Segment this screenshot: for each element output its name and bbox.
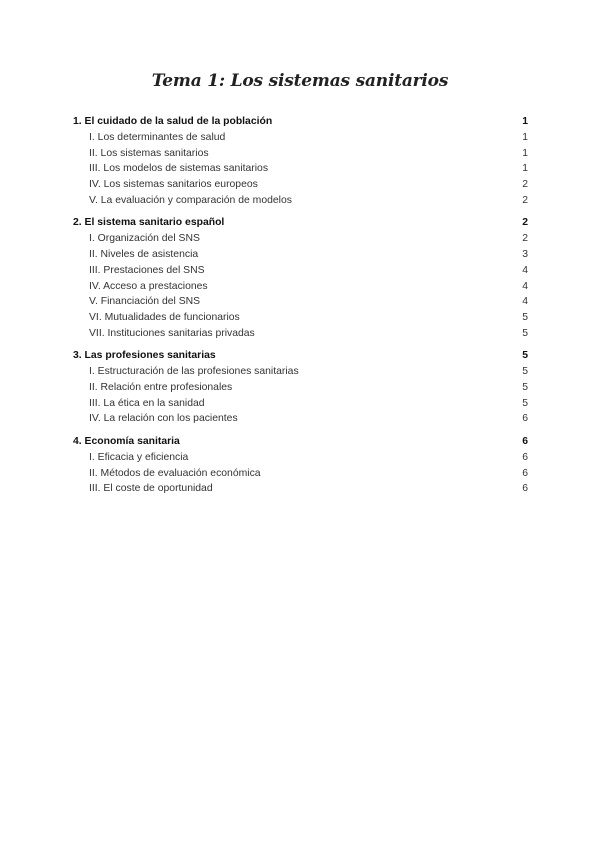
toc-entry-label: V. Financiación del SNS	[89, 296, 201, 308]
toc-entry-label: II. Relación entre profesionales	[89, 381, 233, 393]
toc-page-number: 6	[522, 413, 528, 425]
toc-section	[73, 114, 528, 208]
toc-subsection[interactable]	[73, 411, 528, 427]
toc-page-number: 2	[522, 233, 528, 245]
toc-section-heading[interactable]	[73, 348, 528, 364]
toc-entry-label: II. Niveles de asistencia	[89, 249, 199, 261]
toc-entry-label: 3. Las profesiones sanitarias	[73, 350, 216, 362]
toc-page-number: 2	[522, 194, 528, 206]
toc-section-heading[interactable]	[73, 114, 528, 130]
table-of-contents	[73, 114, 528, 504]
toc-entry-label: II. Métodos de evaluación económica	[89, 467, 261, 479]
toc-section-heading[interactable]	[73, 215, 528, 231]
toc-section	[73, 348, 528, 427]
toc-page-number: 3	[522, 249, 528, 261]
toc-page-number: 1	[522, 163, 528, 175]
toc-subsection[interactable]	[73, 364, 528, 380]
toc-entry-label: III. Prestaciones del SNS	[89, 264, 205, 276]
toc-entry-label: I. Organización del SNS	[89, 233, 200, 245]
toc-subsection[interactable]	[73, 146, 528, 162]
toc-subsection[interactable]	[73, 177, 528, 193]
toc-page-number: 5	[522, 311, 528, 323]
toc-page-number: 5	[522, 366, 528, 378]
toc-page-number: 6	[522, 483, 528, 495]
toc-page-number: 5	[522, 327, 528, 339]
toc-entry-label: IV. La relación con los pacientes	[89, 413, 238, 425]
toc-subsection[interactable]	[73, 263, 528, 279]
toc-page-number: 2	[522, 217, 528, 229]
toc-subsection[interactable]	[73, 231, 528, 247]
toc-entry-label: 2. El sistema sanitario español	[73, 217, 225, 229]
toc-entry-label: II. Los sistemas sanitarios	[89, 147, 209, 159]
toc-section	[73, 434, 528, 497]
toc-page-number: 4	[522, 296, 528, 308]
toc-subsection[interactable]	[73, 310, 528, 326]
toc-entry-label: III. La ética en la sanidad	[89, 397, 205, 409]
toc-subsection[interactable]	[73, 396, 528, 412]
toc-page-number: 6	[522, 436, 528, 447]
toc-entry-label: I. Eficacia y eficiencia	[89, 452, 189, 463]
toc-subsection[interactable]	[73, 294, 528, 310]
toc-entry-label: VII. Instituciones sanitarias privadas	[89, 327, 255, 339]
toc-entry-label: 4. Economía sanitaria	[73, 436, 180, 447]
toc-page-number: 1	[522, 147, 528, 159]
toc-section-heading[interactable]	[73, 434, 528, 450]
toc-page-number: 2	[522, 179, 528, 191]
toc-page-number: 5	[522, 397, 528, 409]
toc-subsection[interactable]	[73, 130, 528, 146]
toc-subsection[interactable]	[73, 481, 528, 497]
toc-entry-label: IV. Acceso a prestaciones	[89, 280, 208, 292]
toc-entry-label: III. El coste de oportunidad	[89, 483, 213, 495]
toc-page-number: 6	[522, 467, 528, 479]
toc-subsection[interactable]	[73, 466, 528, 482]
toc-subsection[interactable]	[73, 380, 528, 396]
toc-page-number: 1	[522, 116, 528, 127]
toc-page-number: 1	[522, 132, 528, 143]
toc-page-number: 6	[522, 452, 528, 463]
toc-page-number: 5	[522, 381, 528, 393]
toc-entry-label: III. Los modelos de sistemas sanitarios	[89, 163, 269, 175]
toc-entry-label: VI. Mutualidades de funcionarios	[89, 311, 240, 323]
toc-subsection[interactable]	[73, 247, 528, 263]
toc-section	[73, 215, 528, 341]
toc-entry-label: IV. Los sistemas sanitarios europeos	[89, 179, 258, 191]
toc-page-number: 4	[522, 264, 528, 276]
toc-page-number: 5	[522, 350, 528, 362]
toc-entry-label: I. Estructuración de las profesiones sanitarias	[89, 366, 299, 378]
toc-subsection[interactable]	[73, 326, 528, 342]
document-title: Tema 1: Los sistemas sanitarios	[151, 71, 449, 91]
toc-page-number: 4	[522, 280, 528, 292]
toc-entry-label: V. La evaluación y comparación de modelos	[89, 194, 292, 206]
toc-entry-label: 1. El cuidado de la salud de la población	[73, 116, 273, 127]
toc-subsection[interactable]	[73, 161, 528, 177]
toc-subsection[interactable]	[73, 193, 528, 209]
toc-subsection[interactable]	[73, 450, 528, 466]
toc-entry-label: I. Los determinantes de salud	[89, 132, 226, 143]
toc-subsection[interactable]	[73, 279, 528, 295]
